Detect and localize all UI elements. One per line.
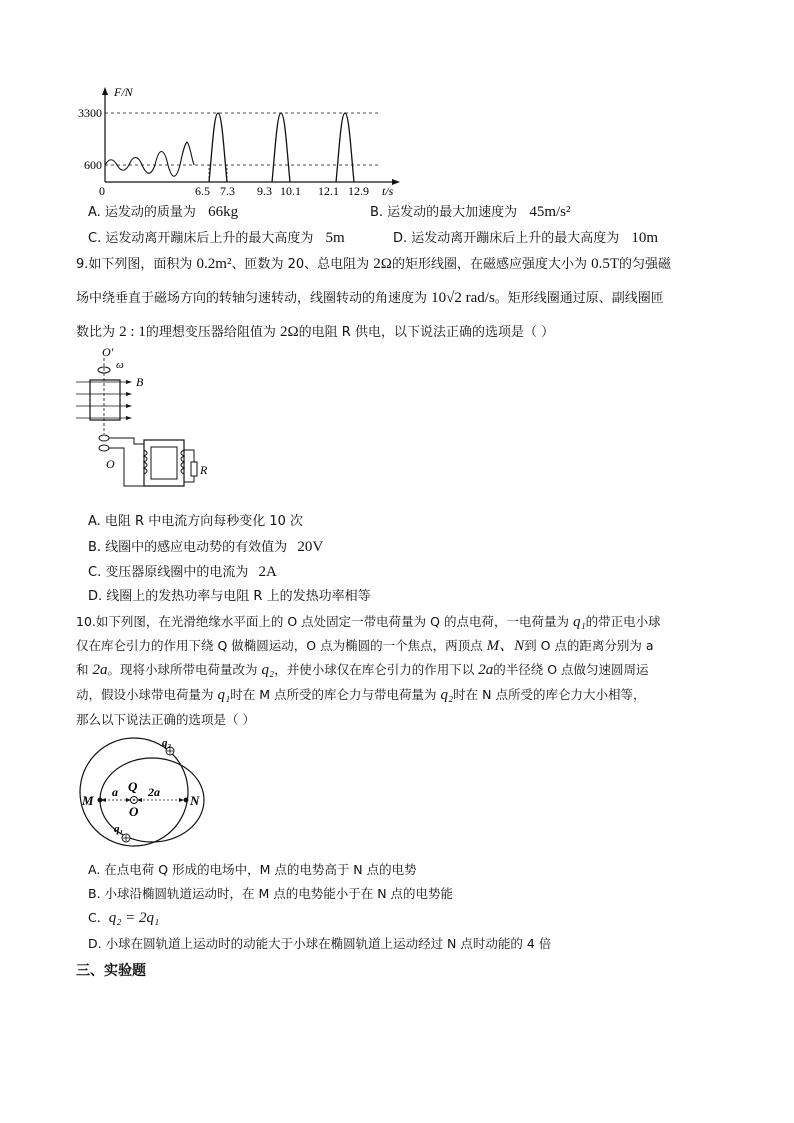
option-value: 10m [631,230,659,246]
option-label: D. 运发动离开蹦床后上升的最大高度为 [393,231,620,246]
svg-text:Q: Q [128,779,138,794]
q9-line-1: 9.如下列图，面积为 0.2m²、匝数为 20、总电阻为 2Ω的矩形线圈，在磁感应强度大小为 0.5T的匀强磁 [76,256,672,272]
graph-x-tick: 9.3 [257,184,272,198]
q10-option-b: B. 小球沿椭圆轨道运动时，在 M 点的电势能小于在 N 点的电势能 [88,886,454,901]
coil-transformer-diagram [76,344,216,494]
graph-origin: 0 [99,184,105,198]
q10-line-2: 仅在库仑引力的作用下绕 Q 做椭圆运动，O 点为椭圆的一个焦点，两顶点 M、N到 O 点的距离分别为 a [76,638,654,654]
option-value: 5m [325,230,345,246]
graph-x-tick: 12.9 [348,184,369,198]
option-value: 66kg [208,204,239,220]
graph-x-tick: 10.1 [280,184,301,198]
graph-x-tick: 7.3 [220,184,235,198]
option-label: C. 运发动离开蹦床后上升的最大高度为 [88,231,314,246]
force-time-graph [78,82,408,198]
q10-option-d: D. 小球在圆轨道上运动时的动能大于小球在椭圆轨道上运动经过 N 点时动能的 4 倍 [88,936,552,951]
q9-line-3: 数比为 2 : 1的理想变压器给阻值为 2Ω的电阻 R 供电，以下说法正确的选项是（ ） [76,324,555,340]
orbit-diagram [76,736,216,848]
q8-option-c [88,230,345,247]
q9-option-d: D. 线圈上的发热功率与电阻 R 上的发热功率相等 [88,589,371,604]
svg-text:B: B [136,375,144,389]
q9-option-b: B. 线圈中的感应电动势的有效值为 20V [88,539,324,555]
svg-text:O: O [106,457,115,471]
svg-text:N: N [190,793,200,808]
q10-option-a: A. 在点电荷 Q 形成的电场中，M 点的电势高于 N 点的电势 [88,862,417,877]
q8-option-a [88,204,238,221]
q9-line-2: 场中绕垂直于磁场方向的转轴匀速转动，线圈转动的角速度为 10√2 rad/s。矩形线圈通过原、副线圈匝 [76,290,664,306]
graph-y-tick-600: 600 [84,158,102,172]
q9-option-c: C. 变压器原线圈中的电流为 2A [88,564,277,580]
option-value: 45m/s² [529,204,571,220]
q8-option-d [393,230,658,247]
q10-line-1: 10.如下列图，在光滑绝缘水平面上的 O 点处固定一带电荷量为 Q 的点电荷，一电荷量为 q₁的带正电小球 [76,614,661,630]
graph-x-label: t/s [382,184,394,198]
q10-option-c: C. q₂ = 2q₁ [88,910,160,926]
graph-x-tick: 6.5 [195,184,210,198]
graph-y-label: F/N [114,85,133,99]
svg-text:2a: 2a [148,785,160,799]
graph-x-tick: 12.1 [318,184,339,198]
graph-y-tick-3300: 3300 [78,106,102,120]
svg-text:R: R [200,463,208,477]
svg-text:q₁: q₁ [114,823,124,835]
svg-text:O′: O′ [102,345,114,359]
svg-text:M: M [82,793,94,808]
option-label: A. 运发动的质量为 [88,205,196,220]
section-heading: 三、实验题 [76,963,146,979]
q9-option-a: A. 电阻 R 中电流方向每秒变化 10 次 [88,514,304,529]
svg-text:a: a [112,785,118,799]
q10-line-5: 那么以下说法正确的选项是（ ） [76,712,255,727]
svg-text:q₂: q₂ [162,737,172,749]
svg-text:ω: ω [116,359,124,371]
q10-line-3: 和 2a。现将小球所带电荷量改为 q₂，并使小球仅在库仑引力的作用下以 2a的半径绕 O 点做匀速圆周运 [76,662,649,678]
option-label: B. 运发动的最大加速度为 [370,205,518,220]
q10-line-4: 动，假设小球带电荷量为 q₁时在 M 点所受的库仑力与带电荷量为 q₂时在 N 点所受的库仑力大小相等， [76,687,646,703]
q8-option-b [370,204,571,221]
svg-text:O: O [129,804,139,819]
